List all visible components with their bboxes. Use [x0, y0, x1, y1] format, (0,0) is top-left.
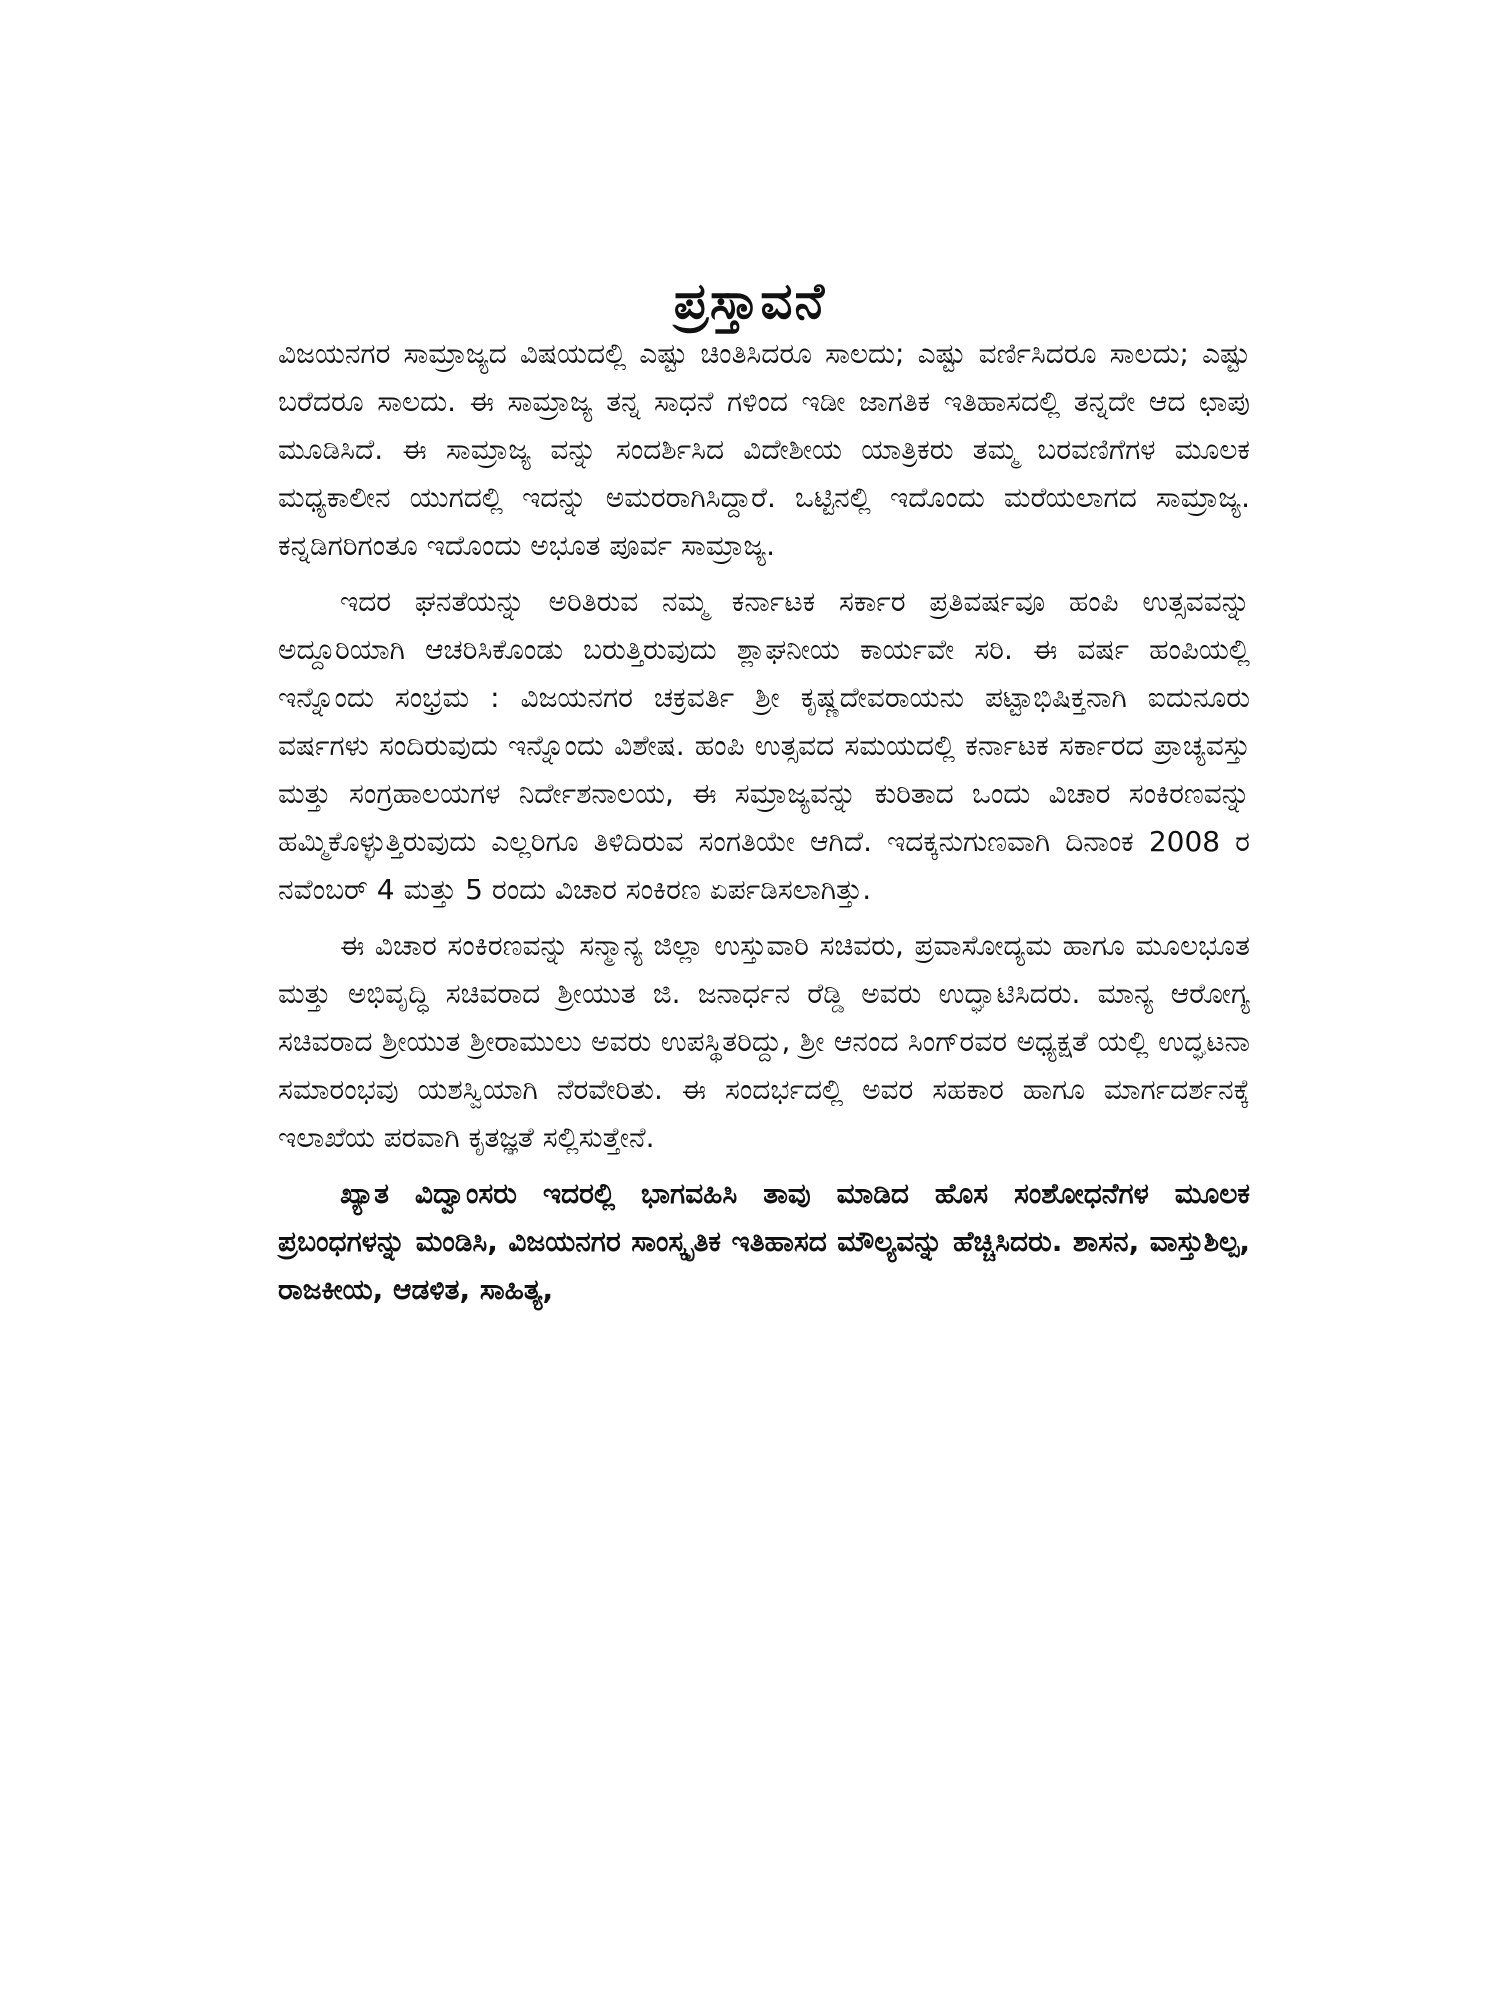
paragraph-4: ಖ್ಯಾತ ವಿದ್ವಾಂಸರು ಇದರಲ್ಲಿ ಭಾಗವಹಿಸಿ ತಾವು ಮಾಡಿದ ಹೊಸ ಸಂಶೋಧನೆಗಳ ಮೂಲಕ ಪ್ರಬಂಧಗಳನ್ನು ಮಂಡಿಸಿ, ವಿಜಯನಗರ ಸಾಂಸ್ಕೃತಿಕ ಇತಿಹಾಸದ ಮೌಲ್ಯವನ್ನು ಹೆಚ್ಚಿಸಿದರು. ಶಾಸನ, ವಾಸ್ತುಶಿಲ್ಪ, ರಾಜಕೀಯ, ಆಡಳಿತ, ಸಾಹಿತ್ಯ, [278, 1177, 1250, 1306]
page-title: ಪ್ರಸ್ತಾವನೆ [673, 271, 827, 330]
document-body [278, 330, 1250, 1322]
paragraph-2: ಇದರ ಘನತೆಯನ್ನು ಅರಿತಿರುವ ನಮ್ಮ ಕರ್ನಾಟಕ ಸರ್ಕಾರ ಪ್ರತಿವರ್ಷವೂ ಹಂಪಿ ಉತ್ಸವವನ್ನು ಅದ್ದೂರಿಯಾಗಿ ಆಚರಿಸಿಕೊಂಡು ಬರುತ್ತಿರುವುದು ಶ್ಲಾಘನೀಯ ಕಾರ್ಯವೇ ಸರಿ. ಈ ವರ್ಷ ಹಂಪಿಯಲ್ಲಿ ಇನ್ನೊಂದು ಸಂಭ್ರಮ : ವಿಜಯನಗರ ಚಕ್ರವರ್ತಿ ಶ್ರೀ ಕೃಷ್ಣದೇವರಾಯನು ಪಟ್ಟಾಭಿಷಿಕ್ತನಾಗಿ ಐದುನೂರು ವರ್ಷಗಳು ಸಂದಿರುವುದು ಇನ್ನೊಂದು ವಿಶೇಷ. ಹಂಪಿ ಉತ್ಸವದ ಸಮಯದಲ್ಲಿ ಕರ್ನಾಟಕ ಸರ್ಕಾರದ ಪ್ರಾಚ್ಯವಸ್ತು ಮತ್ತು ಸಂಗ್ರಹಾಲಯಗಳ ನಿರ್ದೇಶನಾಲಯ, ಈ ಸಮ್ರಾಜ್ಯವನ್ನು ಕುರಿತಾದ ಒಂದು ವಿಚಾರ ಸಂಕಿರಣವನ್ನು ಹಮ್ಮಿಕೊಳ್ಳುತ್ತಿರುವುದು ಎಲ್ಲರಿಗೂ ತಿಳಿದಿರುವ ಸಂಗತಿಯೇ ಆಗಿದೆ. ಇದಕ್ಕನುಗುಣವಾಗಿ ದಿನಾಂಕ 2008 ರ ನವೆಂಬರ್ 4 ಮತ್ತು 5 ರಂದು ವಿಚಾರ ಸಂಕಿರಣ ಏರ್ಪಡಿಸಲಾಗಿತ್ತು. [278, 585, 1250, 906]
paragraph-3: ಈ ವಿಚಾರ ಸಂಕಿರಣವನ್ನು ಸನ್ಮಾನ್ಯ ಜಿಲ್ಲಾ ಉಸ್ತುವಾರಿ ಸಚಿವರು, ಪ್ರವಾಸೋದ್ಯಮ ಹಾಗೂ ಮೂಲಭೂತ ಮತ್ತು ಅಭಿವೃದ್ಧಿ ಸಚಿವರಾದ ಶ್ರೀಯುತ ಜಿ. ಜನಾರ್ಧನ ರೆಡ್ಡಿ ಅವರು ಉದ್ಘಾಟಿಸಿದರು. ಮಾನ್ಯ ಆರೋಗ್ಯ ಸಚಿವರಾದ ಶ್ರೀಯುತ ಶ್ರೀರಾಮುಲು ಅವರು ಉಪಸ್ಥಿತರಿದ್ದು, ಶ್ರೀ ಆನಂದ ಸಿಂಗ್‌ರವರ ಅಧ್ಯಕ್ಷತೆ ಯಲ್ಲಿ ಉದ್ಘಟನಾ ಸಮಾರಂಭವು ಯಶಸ್ವಿಯಾಗಿ ನೆರವೇರಿತು. ಈ ಸಂದರ್ಭದಲ್ಲಿ ಅವರ ಸಹಕಾರ ಹಾಗೂ ಮಾರ್ಗದರ್ಶನಕ್ಕೆ ಇಲಾಖೆಯ ಪರವಾಗಿ ಕೃತಜ್ಞತೆ ಸಲ್ಲಿಸುತ್ತೇನೆ. [278, 929, 1250, 1154]
paragraph-1: ವಿಜಯನಗರ ಸಾಮ್ರಾಜ್ಯದ ವಿಷಯದಲ್ಲಿ ಎಷ್ಟು ಚಿಂತಿಸಿದರೂ ಸಾಲದು; ಎಷ್ಟು ವರ್ಣಿಸಿದರೂ ಸಾಲದು; ಎಷ್ಟು ಬರೆದರೂ ಸಾಲದು. ಈ ಸಾಮ್ರಾಜ್ಯ ತನ್ನ ಸಾಧನೆ ಗಳಿಂದ ಇಡೀ ಜಾಗತಿಕ ಇತಿಹಾಸದಲ್ಲಿ ತನ್ನದೇ ಆದ ಛಾಪು ಮೂಡಿಸಿದೆ. ಈ ಸಾಮ್ರಾಜ್ಯ ವನ್ನು ಸಂದರ್ಶಿಸಿದ ವಿದೇಶೀಯ ಯಾತ್ರಿಕರು ತಮ್ಮ ಬರವಣಿಗೆಗಳ ಮೂಲಕ ಮಧ್ಯಕಾಲೀನ ಯುಗದಲ್ಲಿ ಇದನ್ನು ಅಮರರಾಗಿಸಿದ್ದಾರೆ. ಒಟ್ಟಿನಲ್ಲಿ ಇದೊಂದು ಮರೆಯಲಾಗದ ಸಾಮ್ರಾಜ್ಯ. ಕನ್ನಡಿಗರಿಗಂತೂ ಇದೊಂದು ಅಭೂತ ಪೂರ್ವ ಸಾಮ್ರಾಜ್ಯ. [278, 337, 1250, 562]
